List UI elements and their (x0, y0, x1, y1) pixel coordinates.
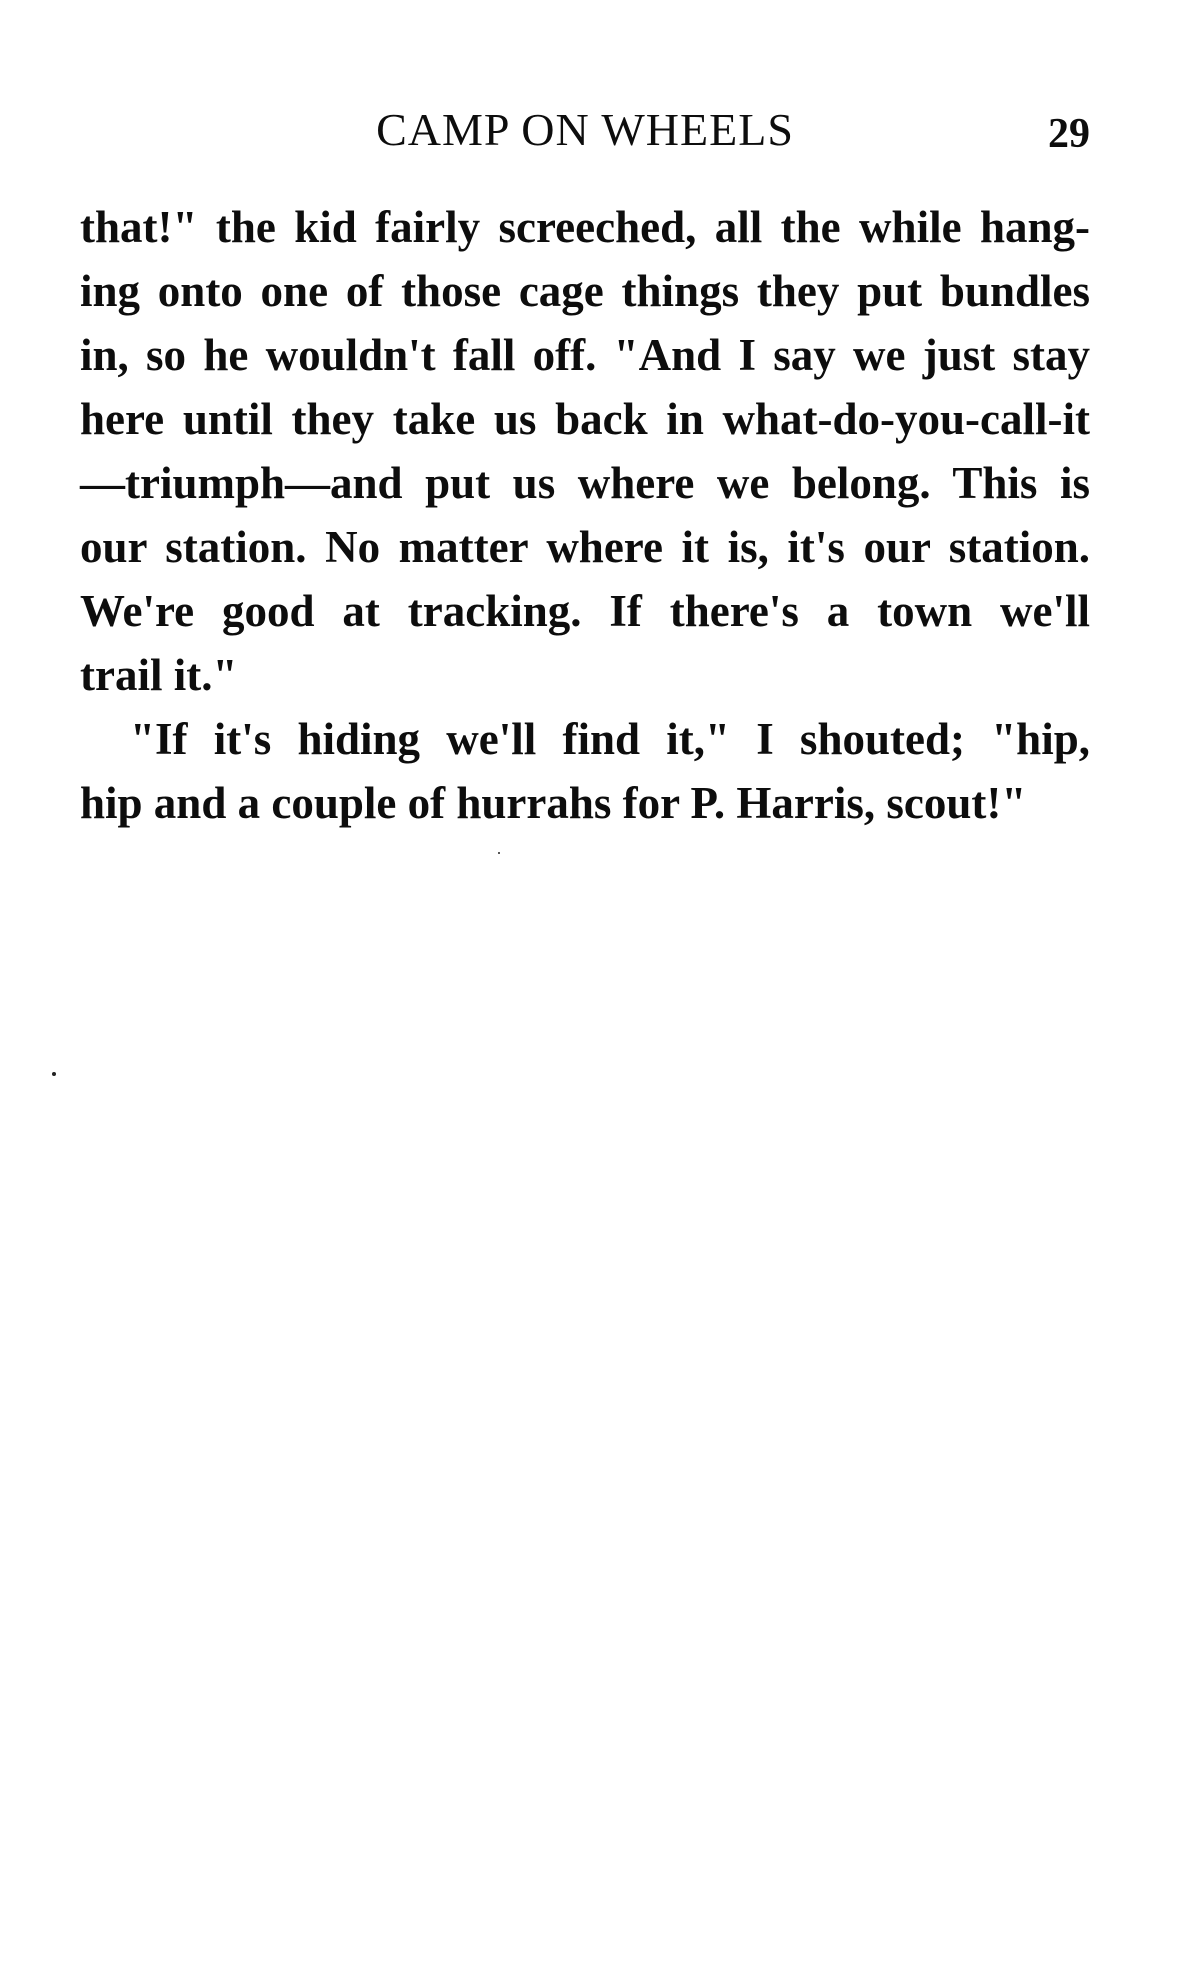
text-line: —triumph—and put us where we belong. This is (80, 458, 1090, 508)
text-line: hip and a couple of hurrahs for P. Harris, scout!" (80, 778, 1027, 828)
running-head (80, 100, 1090, 160)
page-number: 29 (1048, 111, 1090, 157)
body-text (80, 195, 1090, 835)
text-line: here until they take us back in what-do-you-call-it (80, 394, 1090, 444)
text-line: our station. No matter where it is, it's our station. (80, 522, 1090, 572)
running-title: CAMP ON WHEELS (376, 104, 794, 155)
text-line: We're good at tracking. If there's a town we'll (80, 586, 1090, 636)
print-speck (498, 852, 500, 854)
text-line: that!" the kid fairly screeched, all the while hang- (80, 202, 1090, 252)
text-line: "If it's hiding we'll find it," I shouted; "hip, (130, 714, 1090, 764)
text-line: trail it." (80, 650, 238, 700)
print-speck (52, 1072, 56, 1076)
text-line: in, so he wouldn't fall off. "And I say we just stay (80, 330, 1090, 380)
text-line: ing onto one of those cage things they put bundles (80, 266, 1090, 316)
